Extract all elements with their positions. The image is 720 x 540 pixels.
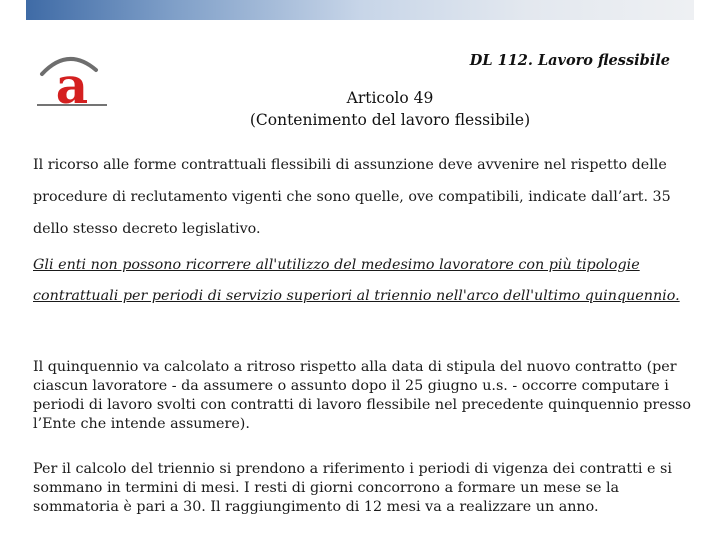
article-number: Articolo 49	[346, 89, 434, 107]
paragraph-quinquennium: Il quinquennio va calcolato a ritroso rispetto alla data di stipula del nuovo contratto (per ciascun lavoratore - da assumere o assunto dopo il 25 giugno u.s. - occorre computare i periodi di lavoro svolti con contratti di lavoro flessibile nel precedente quinquennio presso l’Ente che intende assumere).	[33, 359, 691, 432]
header-title: DL 112. Lavoro flessibile	[469, 52, 670, 69]
article-subtitle: (Contenimento del lavoro flessibile)	[249, 111, 531, 129]
logo	[34, 46, 110, 108]
paragraph-procedures: Il ricorso alle forme contrattuali flessibili di assunzione deve avvenire nel rispetto delle procedure di reclutamento vigenti che sono quelle, ove compatibili, indicate dall’art. 35 dello stesso decreto legislativo.	[33, 157, 671, 237]
top-banner-bar	[26, 0, 694, 20]
logo-letter: a	[55, 56, 89, 108]
paragraph-triennium-limit: Gli enti non possono ricorrere all'utilizzo del medesimo lavoratore con più tipologie contrattuali per periodi di servizio superiori al triennio nell'arco dell'ultimo quinquennio.	[33, 257, 680, 304]
paragraph-triennium-calc: Per il calcolo del triennio si prendono a riferimento i periodi di vigenza dei contratti e si sommano in termini di mesi. I resti di giorni concorrono a formare un mese se la sommatoria è pari a 30. Il raggiungimento di 12 mesi va a realizzare un anno.	[33, 461, 672, 515]
